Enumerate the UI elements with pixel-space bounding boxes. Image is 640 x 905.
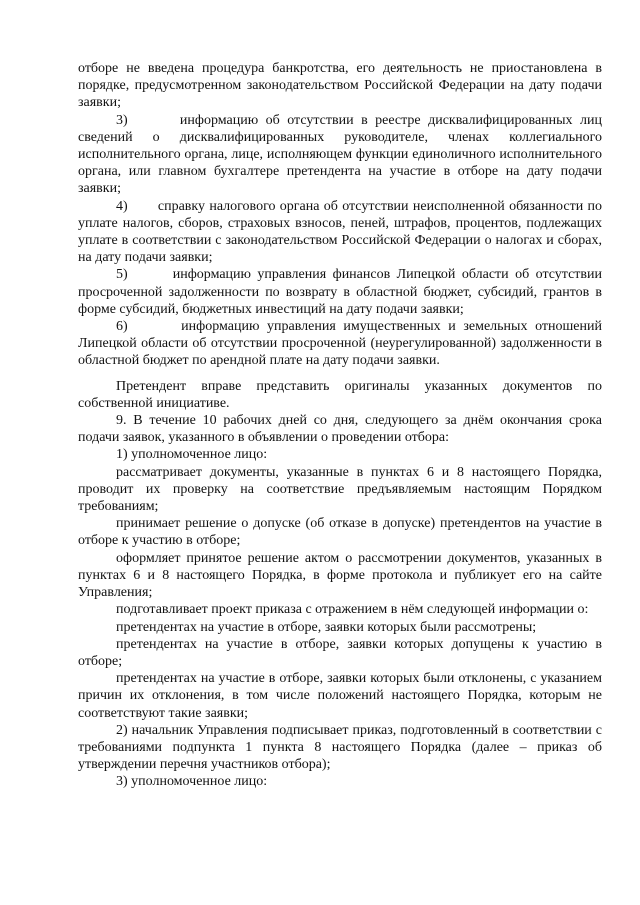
paragraph-prepares: подготавливает проект приказа с отражением в нём следующей информации о: xyxy=(116,602,589,618)
paragraph-9: 9. В течение 10 рабочих дней со дня, следующего за днём окончания срока подачи заявок, указанного в объявлении о проведении отбора: xyxy=(78,413,602,446)
list-item-4: 4) справку налогового органа об отсутствии неисполненной обязанности по уплате налогов, сборов, страховых взносов, пеней, штрафов, процентов, подлежащих уплате в соответствии с законодательством Российской Федерации о налогах и сборах, на дату подачи заявки; xyxy=(78,198,602,266)
list-item-5: 5) информацию управления финансов Липецкой области об отсутствии просроченной задолженности по возврату в областной бюджет, субсидий, грантов в форме субсидий, бюджетных инвестиций на дату подачи заявки; xyxy=(78,267,602,317)
paragraph-originals: Претендент вправе представить оригиналы указанных документов по собственной инициативе. xyxy=(78,378,602,411)
subitem-2: 2) начальник Управления подписывает приказ, подготовленный в соответствии с требованиями подпункта 1 пункта 8 настоящего Порядка (далее – приказ об утверждении перечня участников отбора); xyxy=(78,722,602,773)
paragraph-reviewed: претендентах на участие в отборе, заявки которых были рассмотрены; xyxy=(116,619,537,635)
list-item-6: 6) информацию управления имущественных и земельных отношений Липецкой области об отсутствии просроченной (неурегулированной) задолженности в областной бюджет по арендной плате на дату подачи заявки. xyxy=(78,319,602,369)
subitem-1: 1) уполномоченное лицо: xyxy=(116,447,268,463)
subitem-3: 3) уполномоченное лицо: xyxy=(116,774,268,790)
paragraph-1: отборе не введена процедура банкротства, его деятельность не приостановлена в порядке, предусмотренном законодательством Российской Федерации на дату подачи заявки; xyxy=(78,61,602,111)
paragraph-formalizes: оформляет принятое решение актом о рассмотрении документов, указанных в пунктах 6 и 8 настоящего Порядка, в форме протокола и публикует его на сайте Управления; xyxy=(78,550,602,601)
paragraph-reviews: рассматривает документы, указанные в пунктах 6 и 8 настоящего Порядка, проводит их проверку на соответствие предъявляемым настоящим Порядком требованиям; xyxy=(78,464,602,515)
document-body xyxy=(78,60,602,791)
paragraph-rejected: претендентах на участие в отборе, заявки которых были отклонены, с указанием причин их отклонения, в том числе положений настоящего Порядка, которым не соответствуют такие заявки; xyxy=(78,671,602,721)
list-item-3: 3) информацию об отсутствии в реестре дисквалифицированных лиц сведений о дисквалифицированных руководителе, членах коллегиального исполнительного органа, лице, исполняющем функции единоличного исполнительного органа, или главном бухгалтере претендента на участие в отборе на дату подачи заявки; xyxy=(78,112,602,197)
paragraph-admitted: претендентах на участие в отборе, заявки которых допущены к участию в отборе; xyxy=(78,636,602,669)
paragraph-decides: принимает решение о допуске (об отказе в допуске) претендентов на участие в отборе к участию в отборе; xyxy=(78,516,602,549)
